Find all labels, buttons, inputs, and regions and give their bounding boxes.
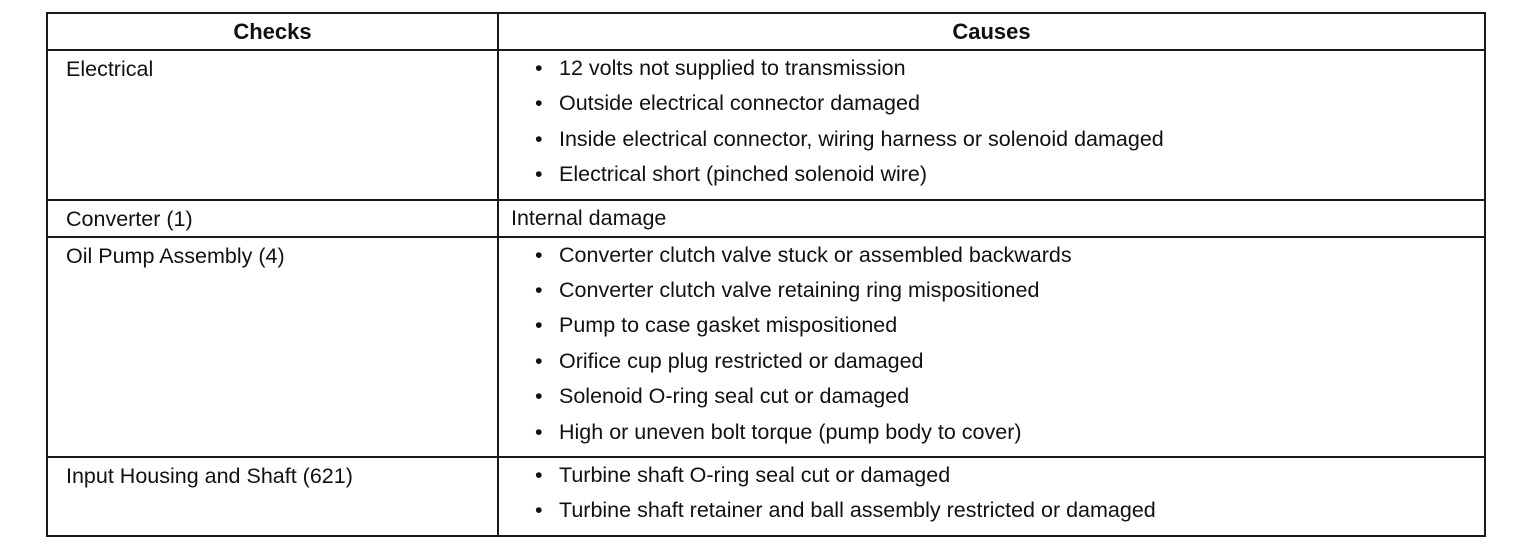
list-item bbox=[511, 419, 1472, 454]
cause-text: Orifice cup plug restricted or damaged bbox=[559, 348, 924, 373]
cause-text: Internal damage bbox=[511, 205, 667, 230]
list-item bbox=[511, 312, 1472, 347]
causes-cell bbox=[498, 50, 1485, 200]
cause-text: High or uneven bolt torque (pump body to cover) bbox=[559, 419, 1022, 444]
causes-cell bbox=[498, 200, 1485, 237]
table-row bbox=[47, 457, 1485, 536]
cause-text: Converter clutch valve retaining ring mispositioned bbox=[559, 277, 1040, 302]
bullet-icon: • bbox=[535, 348, 543, 373]
bullet-icon: • bbox=[535, 162, 543, 187]
list-item bbox=[511, 126, 1472, 161]
bullet-icon: • bbox=[535, 56, 543, 80]
bullet-icon: • bbox=[535, 419, 543, 444]
list-item bbox=[511, 462, 1472, 497]
checks-causes-table bbox=[46, 12, 1486, 537]
check-cell: Converter (1) bbox=[47, 200, 498, 237]
list-item bbox=[511, 497, 1472, 532]
list-item bbox=[511, 90, 1472, 125]
table-header-row bbox=[47, 13, 1485, 50]
check-cell: Electrical bbox=[47, 50, 498, 200]
check-cell: Input Housing and Shaft (621) bbox=[47, 457, 498, 536]
list-item bbox=[511, 277, 1472, 312]
checks-column-header: Checks bbox=[47, 13, 498, 50]
cause-text: Pump to case gasket mispositioned bbox=[559, 313, 898, 338]
cause-text: Solenoid O-ring seal cut or damaged bbox=[559, 384, 910, 409]
checks-causes-table-container bbox=[46, 12, 1484, 537]
causes-cell bbox=[498, 237, 1485, 457]
bullet-icon: • bbox=[535, 462, 543, 487]
cause-text: Outside electrical connector damaged bbox=[559, 91, 920, 116]
table-row bbox=[47, 50, 1485, 200]
cause-text: Inside electrical connector, wiring harness or solenoid damaged bbox=[559, 126, 1164, 151]
causes-column-header: Causes bbox=[498, 13, 1485, 50]
cause-text: Electrical short (pinched solenoid wire) bbox=[559, 162, 928, 187]
cause-text: Converter clutch valve stuck or assembled backwards bbox=[559, 242, 1072, 267]
list-item bbox=[511, 55, 1472, 90]
cause-text: Turbine shaft O-ring seal cut or damaged bbox=[559, 462, 951, 487]
check-cell: Oil Pump Assembly (4) bbox=[47, 237, 498, 457]
causes-list bbox=[511, 55, 1472, 197]
list-item bbox=[511, 348, 1472, 383]
bullet-icon: • bbox=[535, 384, 543, 409]
list-item bbox=[511, 161, 1472, 196]
causes-list bbox=[511, 462, 1472, 533]
cause-text: Turbine shaft retainer and ball assembly restricted or damaged bbox=[559, 498, 1156, 523]
list-item bbox=[511, 242, 1472, 277]
causes-cell bbox=[498, 457, 1485, 536]
bullet-icon: • bbox=[535, 242, 543, 267]
bullet-icon: • bbox=[535, 91, 543, 116]
causes-list bbox=[511, 242, 1472, 454]
table-row bbox=[47, 200, 1485, 237]
bullet-icon: • bbox=[535, 498, 543, 523]
bullet-icon: • bbox=[535, 277, 543, 302]
table-row bbox=[47, 237, 1485, 457]
cause-text: 12 volts not supplied to transmission bbox=[559, 56, 906, 80]
list-item bbox=[511, 383, 1472, 418]
bullet-icon: • bbox=[535, 126, 543, 151]
bullet-icon: • bbox=[535, 313, 543, 338]
